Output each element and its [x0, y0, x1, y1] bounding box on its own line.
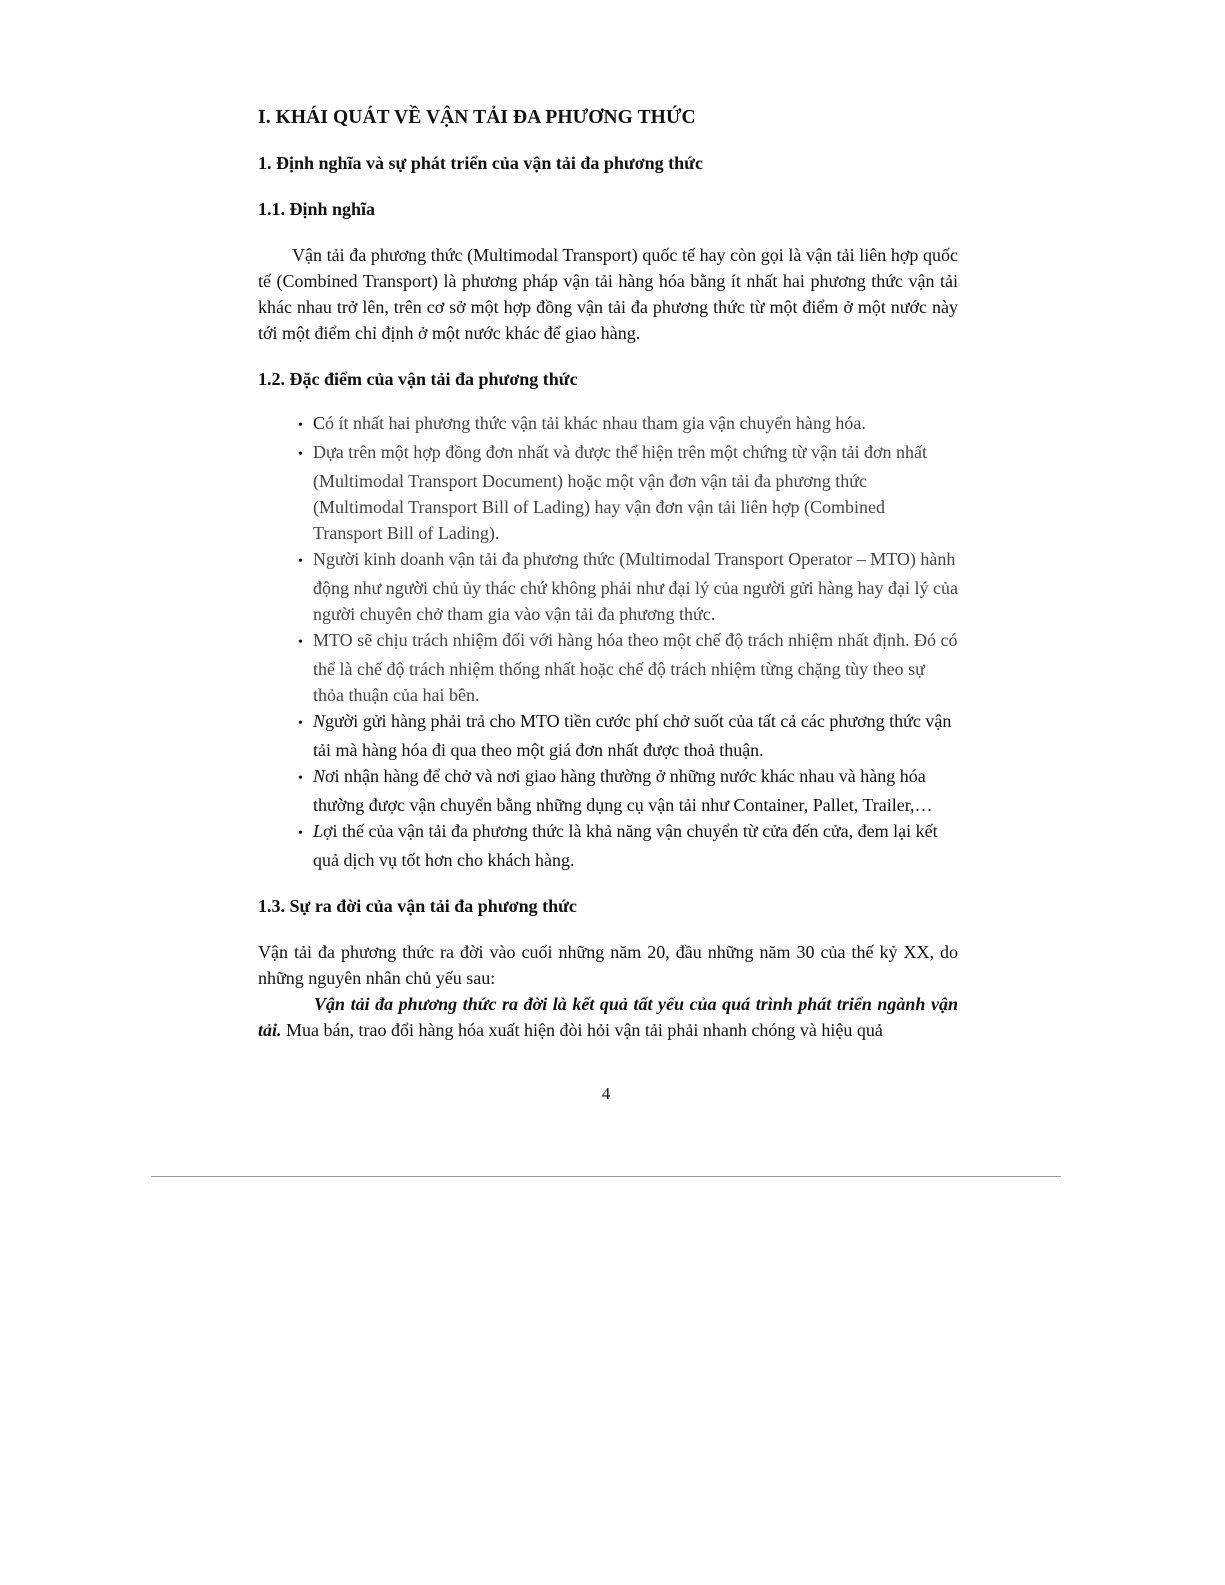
heading-characteristics: 1.2. Đặc điểm của vận tải đa phương thức — [258, 369, 578, 389]
reason-emphasis-continued: vận tải. — [258, 994, 958, 1040]
list-item-text: ợi thế của vận tải đa phương thức là khả năng vận chuyển từ cửa đến cửa, đem lại kết quả dịch vụ tốt hơn cho khách hàng. — [313, 821, 938, 870]
page-content — [258, 104, 958, 1043]
bullet-icon: • — [298, 771, 303, 786]
list-item-first-letter: L — [313, 821, 324, 841]
characteristics-list — [258, 410, 958, 873]
reason-emphasis: Vận tải đa phương thức ra đời là kết quả tất yếu của quá trình phát triển ngành — [314, 994, 926, 1014]
heading-definition-and-development: 1. Định nghĩa và sự phát triển của vận tải đa phương thức — [258, 153, 703, 173]
page-divider — [151, 1176, 1061, 1177]
heading-definition: 1.1. Định nghĩa — [258, 199, 376, 219]
reason-text: Mua bán, trao đổi hàng hóa xuất hiện đòi hỏi vận tải phải nhanh chóng và hiệu quả — [281, 1020, 883, 1040]
origin-paragraph: Vận tải đa phương thức ra đời vào cuối những năm 20, đầu những năm 30 của thế kỷ XX, do những nguyên nhân chủ yếu sau: — [258, 942, 958, 988]
section-title: I. KHÁI QUÁT VỀ VẬN TẢI ĐA PHƯƠNG THỨC — [258, 107, 696, 128]
bullet-icon: • — [298, 716, 303, 731]
list-item — [288, 627, 958, 708]
bullet-icon: • — [298, 418, 303, 433]
bullet-icon: • — [298, 635, 303, 650]
list-item — [288, 546, 958, 627]
list-item-first-letter: N — [313, 766, 326, 786]
list-item-text: gười gửi hàng phải trả cho MTO tiền cước phí chở suốt của tất cả các phương thức vận tải mà hàng hóa đi qua theo một giá đơn nhất được thoả thuận. — [313, 711, 952, 760]
list-item-text: gười kinh doanh vận tải đa phương thức (Multimodal Transport Operator – MTO) hành động như người chủ ủy thác chứ không phải như đại lý của người gửi hàng hay đại lý của người chuyên chở tham gia vào vận tải đa phương thức. — [313, 549, 958, 624]
list-item-text: ựa trên một hợp đồng đơn nhất và được thể hiện trên một chứng từ vận tải đơn nhất (Multimodal Transport Document) hoặc một vận đơn vận tải đa phương thức (Multimodal Transport Bill of Lading) hay vận đơn vận tải liên hợp (Combined Transport Bill of Lading). — [313, 442, 927, 543]
list-item — [288, 410, 958, 439]
list-item-text: ó ít nhất hai phương thức vận tải khác nhau tham gia vận chuyển hàng hóa. — [325, 413, 866, 433]
list-item — [288, 439, 958, 546]
list-item-first-letter: N — [313, 549, 326, 569]
list-item — [288, 818, 958, 873]
list-item-first-letter: D — [313, 442, 326, 462]
reason-paragraph — [258, 991, 958, 1043]
list-item-text: TO sẽ chịu trách nhiệm đối với hàng hóa theo một chế độ trách nhiệm nhất định. Đó có thể là chế độ trách nhiệm thống nhất hoặc chế độ trách nhiệm từng chặng tùy theo sự thỏa thuận của hai bên. — [313, 630, 958, 705]
list-item-first-letter: M — [313, 630, 330, 650]
list-item-first-letter: C — [313, 413, 326, 433]
list-item-first-letter: N — [313, 711, 326, 731]
list-item-text: ơi nhận hàng để chở và nơi giao hàng thường ở những nước khác nhau và hàng hóa thường được vận chuyển bằng những dụng cụ vận tải như Container, Pallet, Trailer,… — [313, 766, 933, 815]
page-number: 4 — [601, 1084, 611, 1103]
heading-origin: 1.3. Sự ra đời của vận tải đa phương thức — [258, 896, 577, 916]
bullet-icon: • — [298, 447, 303, 462]
bullet-icon: • — [298, 554, 303, 569]
list-item — [288, 763, 958, 818]
list-item — [288, 708, 958, 763]
definition-paragraph: Vận tải đa phương thức (Multimodal Transport) quốc tế hay còn gọi là vận tải liên hợp quốc tế (Combined Transport) là phương pháp vận tải hàng hóa bằng ít nhất hai phương thức vận tải khác nhau trở lên, trên cơ sở một hợp đồng vận tải đa phương thức từ một điểm ở một nước này tới một điểm chỉ định ở một nước khác để giao hàng. — [258, 245, 958, 343]
bullet-icon: • — [298, 826, 303, 841]
